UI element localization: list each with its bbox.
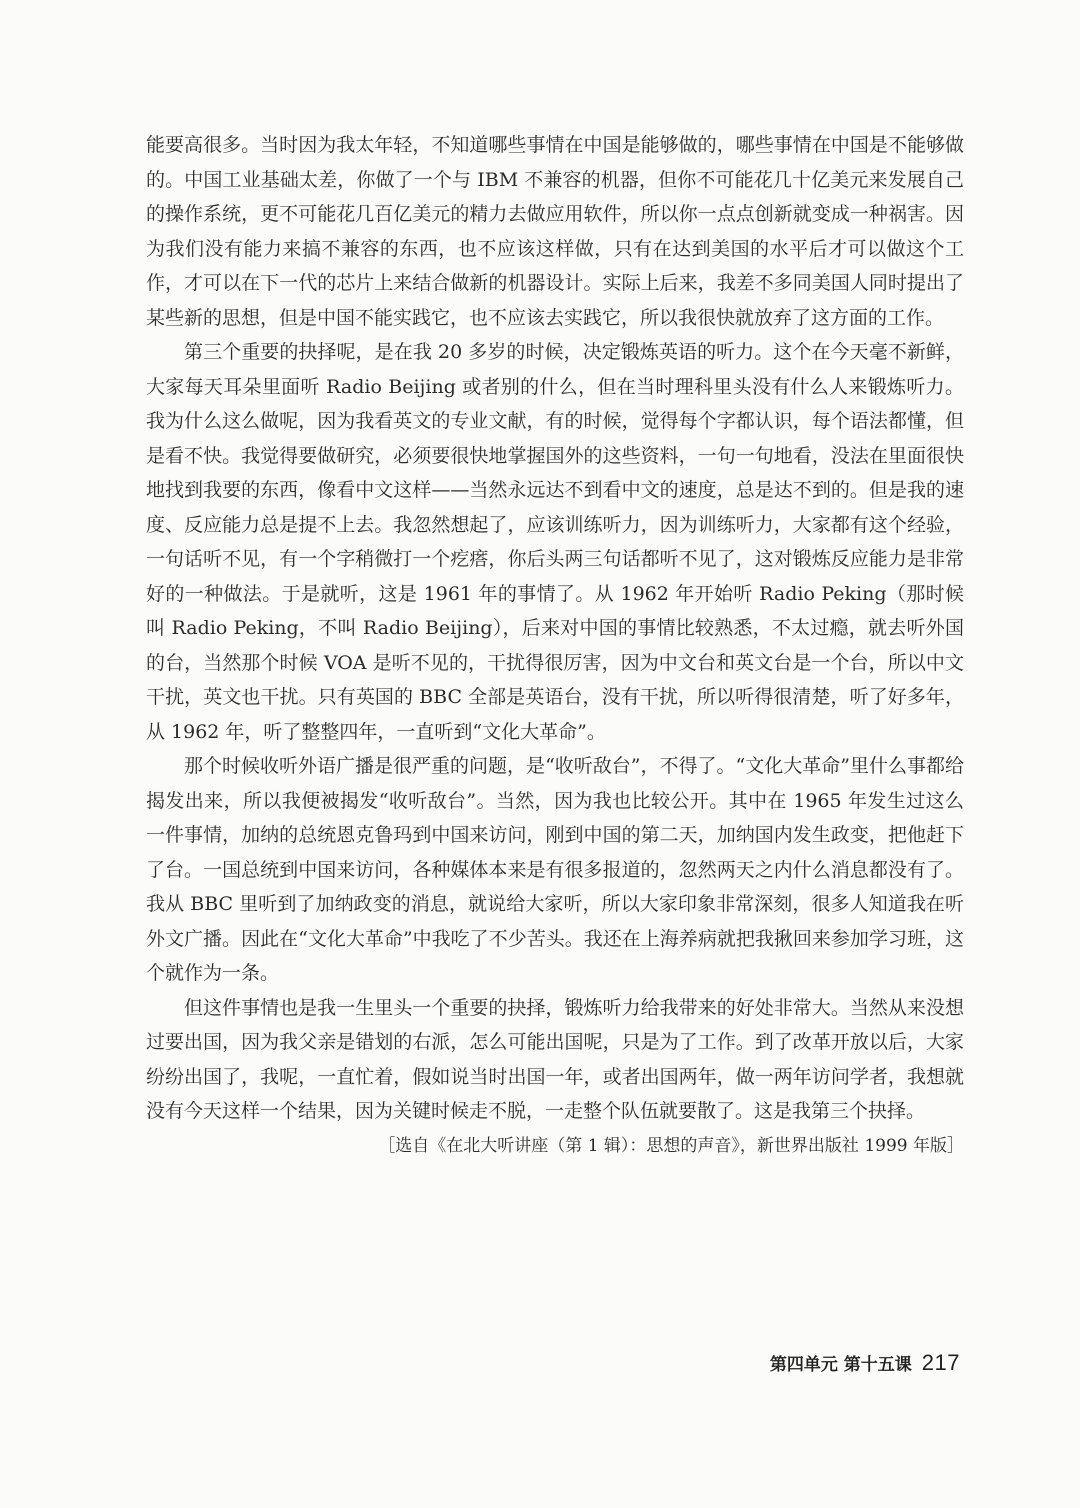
paragraph-2: 第三个重要的抉择呢，是在我 20 多岁的时候，决定锻炼英语的听力。这个在今天毫不新鲜，大家每天耳朵里面听 Radio Beijing 或者别的什么，但在当时理科里头没有什么人来锻炼听力。我为什么这么做呢，因为我看英文的专业文献，有的时候，觉得每个字都认识，每个语法都懂，但是看不快。我觉得要做研究，必须要很快地掌握国外的这些资料，一句一句地看，没法在里面很快地找到我要的东西，像看中文这样——当然永远达不到看中文的速度，总是达不到的。但是我的速度、反应能力总是提不上去。我忽然想起了，应该训练听力，因为训练听力，大家都有这个经验，一句话听不见，有一个字稍微打一个疙瘩，你后头两三句话都听不见了，这对锻炼反应能力是非常好的一种做法。于是就听，这是 1961 年的事情了。从 1962 年开始听 Radio Peking（那时候叫 Radio Peking，不叫 Radio Beijing），后来对中国的事情比较熟悉，不太过瘾，就去听外国的台，当然那个时候 VOA 是听不见的，干扰得很厉害，因为中文台和英文台是一个台，所以中文干扰，英文也干扰。只有英国的 BBC 全部是英语台，没有干扰，所以听得很清楚，听了好多年，从 1962 年，听了整整四年，一直听到“文化大革命”。 bbox=[146, 341, 964, 743]
paragraph-3: 那个时候收听外语广播是很严重的问题，是“收听敌台”，不得了。“文化大革命”里什么事都给揭发出来，所以我便被揭发“收听敌台”。当然，因为我也比较公开。其中在 1965 年发生过这么一件事情，加纳的总统恩克鲁玛到中国来访问，刚到中国的第二天，加纳国内发生政变，把他赶下了台。一国总统到中国来访问，各种媒体本来是有很多报道的，忽然两天之内什么消息都没有了。我从 BBC 里听到了加纳政变的消息，就说给大家听，所以大家印象非常深刻，很多人知道我在听外文广播。因此在“文化大革命”中我吃了不少苦头。我还在上海养病就把我揪回来参加学习班，这个就作为一条。 bbox=[146, 755, 964, 984]
body-text bbox=[146, 128, 964, 1163]
source-citation: ［选自《在北大听讲座（第 1 辑）：思想的声音》，新世界出版社 1999 年版］ bbox=[378, 1135, 964, 1156]
page-number: 217 bbox=[921, 1350, 960, 1375]
page-footer bbox=[770, 1350, 960, 1376]
paragraph-1: 能要高很多。当时因为我太年轻，不知道哪些事情在中国是能够做的，哪些事情在中国是不能够做的。中国工业基础太差，你做了一个与 IBM 不兼容的机器，但你不可能花几十亿美元来发展自己的操作系统，更不可能花几百亿美元的精力去做应用软件，所以你一点点创新就变成一种祸害。因为我们没有能力来搞不兼容的东西，也不应该这样做，只有在达到美国的水平后才可以做这个工作，才可以在下一代的芯片上来结合做新的机器设计。实际上后来，我差不多同美国人同时提出了某些新的思想，但是中国不能实践它，也不应该去实践它，所以我很快就放弃了这方面的工作。 bbox=[146, 134, 964, 329]
footer-unit-lesson: 第四单元 第十五课 bbox=[769, 1355, 912, 1375]
paragraph-4: 但这件事情也是我一生里头一个重要的抉择，锻炼听力给我带来的好处非常大。当然从来没想过要出国，因为我父亲是错划的右派，怎么可能出国呢，只是为了工作。到了改革开放以后，大家纷纷出国了，我呢，一直忙着，假如说当时出国一年，或者出国两年，做一两年访问学者，我想就没有今天这样一个结果，因为关键时候走不脱，一走整个队伍就要散了。这是我第三个抉择。 bbox=[146, 996, 964, 1122]
